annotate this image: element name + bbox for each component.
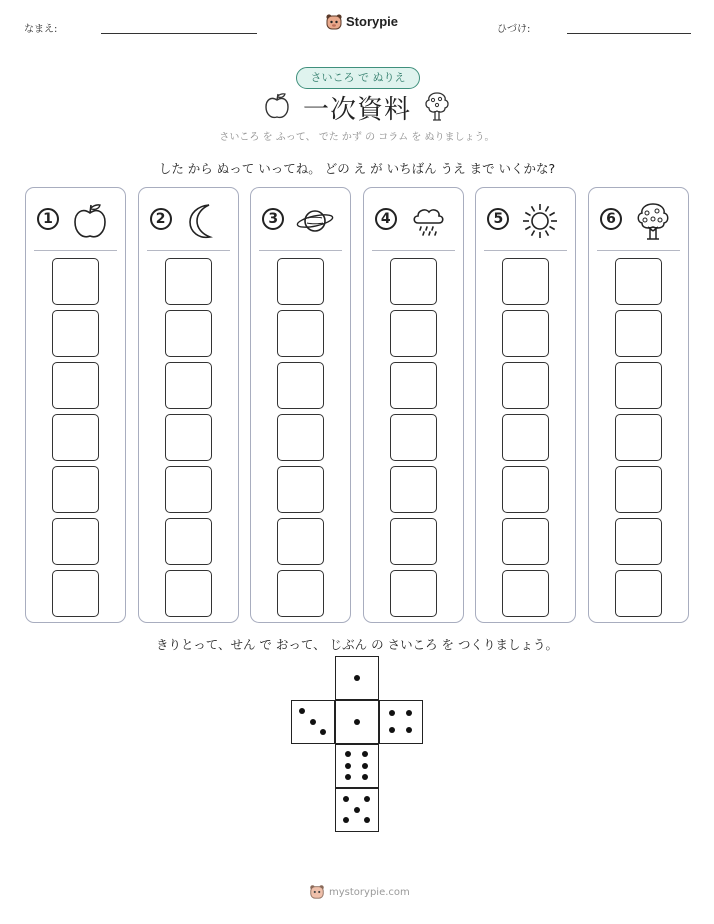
coloring-box[interactable] (390, 570, 437, 617)
die-pip (354, 807, 360, 813)
coloring-box[interactable] (502, 362, 549, 409)
die-pip (389, 710, 395, 716)
die-pip (345, 774, 351, 780)
coloring-box[interactable] (390, 258, 437, 305)
column-divider (484, 250, 567, 251)
column-number: 4 (375, 208, 397, 230)
coloring-box[interactable] (52, 258, 99, 305)
dice-column-1 (25, 187, 126, 623)
coloring-box[interactable] (165, 258, 212, 305)
coloring-box[interactable] (502, 258, 549, 305)
coloring-box[interactable] (52, 362, 99, 409)
coloring-box[interactable] (52, 466, 99, 513)
coloring-box[interactable] (277, 570, 324, 617)
mascot-logo-icon (325, 13, 343, 31)
planet-icon (295, 201, 335, 241)
die-pip (354, 719, 360, 725)
coloring-box[interactable] (165, 466, 212, 513)
column-divider (259, 250, 342, 251)
coloring-instruction: した から ぬって いってね。 どの え が いちばん うえ まで いくかな? (158, 161, 556, 176)
coloring-box[interactable] (52, 310, 99, 357)
column-number: 1 (37, 208, 59, 230)
die-face-4 (379, 700, 423, 744)
die-pip (354, 675, 360, 681)
coloring-box[interactable] (615, 414, 662, 461)
brand-name: Storypie (346, 14, 399, 29)
die-pip (364, 817, 370, 823)
dice-column-3 (250, 187, 351, 623)
apple-icon (70, 201, 110, 241)
die-pip (362, 751, 368, 757)
die-pip (362, 763, 368, 769)
coloring-box[interactable] (615, 258, 662, 305)
coloring-box[interactable] (615, 570, 662, 617)
coloring-box[interactable] (390, 414, 437, 461)
column-divider (34, 250, 117, 251)
die-pip (320, 729, 326, 735)
column-number: 6 (600, 208, 622, 230)
die-pip (406, 710, 412, 716)
coloring-box[interactable] (390, 310, 437, 357)
coloring-box[interactable] (277, 518, 324, 565)
coloring-box[interactable] (165, 310, 212, 357)
column-number: 2 (150, 208, 172, 230)
subtitle: さいころ を ふって、 でた かず の コラム を ぬりましょう。 (219, 132, 495, 143)
die-pip (299, 708, 305, 714)
date-field-line[interactable] (567, 33, 691, 34)
die-face-6 (335, 744, 379, 788)
coloring-box[interactable] (277, 414, 324, 461)
crescent-moon-icon (183, 201, 223, 241)
coloring-box[interactable] (52, 518, 99, 565)
coloring-box[interactable] (165, 518, 212, 565)
coloring-box[interactable] (502, 466, 549, 513)
apple-tree-icon (422, 90, 452, 122)
footer-url: mystorypie.com (329, 887, 410, 898)
coloring-box[interactable] (615, 518, 662, 565)
apple-icon (262, 91, 292, 121)
sun-icon (520, 201, 560, 241)
cut-instruction: きりとって、せん で おって、 じぶん の さいころ を つくりましょう。 (155, 637, 559, 652)
coloring-box[interactable] (165, 570, 212, 617)
column-number: 3 (262, 208, 284, 230)
footer (309, 884, 409, 904)
die-face-1 (335, 700, 379, 744)
coloring-box[interactable] (277, 466, 324, 513)
coloring-box[interactable] (502, 518, 549, 565)
die-pip (389, 727, 395, 733)
apple-tree-icon (633, 201, 673, 241)
mascot-footer-icon (309, 884, 325, 900)
die-pip (310, 719, 316, 725)
column-divider (372, 250, 455, 251)
die-pip (343, 817, 349, 823)
worksheet-badge: さいころ で ぬりえ (296, 67, 420, 89)
die-pip (364, 796, 370, 802)
coloring-box[interactable] (502, 570, 549, 617)
column-divider (597, 250, 680, 251)
dice-column-4 (363, 187, 464, 623)
coloring-box[interactable] (615, 362, 662, 409)
coloring-box[interactable] (502, 310, 549, 357)
die-pip (343, 796, 349, 802)
die-pip (406, 727, 412, 733)
coloring-box[interactable] (615, 310, 662, 357)
die-pip (362, 774, 368, 780)
die-pip (345, 751, 351, 757)
column-number: 5 (487, 208, 509, 230)
coloring-box[interactable] (277, 258, 324, 305)
rain-cloud-icon (408, 201, 448, 241)
die-pip (345, 763, 351, 769)
brand-logo (325, 13, 435, 33)
die-face-3 (291, 700, 335, 744)
coloring-box[interactable] (165, 414, 212, 461)
name-label: なまえ: (24, 24, 58, 35)
die-face-1 (335, 656, 379, 700)
coloring-box[interactable] (52, 414, 99, 461)
name-field-line[interactable] (101, 33, 257, 34)
page-title: 一次資料 (302, 95, 411, 125)
coloring-box[interactable] (277, 310, 324, 357)
coloring-box[interactable] (615, 466, 662, 513)
column-divider (147, 250, 230, 251)
coloring-box[interactable] (390, 518, 437, 565)
dice-column-5 (475, 187, 576, 623)
date-label: ひづけ: (497, 24, 531, 35)
dice-column-6 (588, 187, 689, 623)
die-face-5 (335, 788, 379, 832)
coloring-box[interactable] (390, 466, 437, 513)
dice-column-2 (138, 187, 239, 623)
coloring-box[interactable] (277, 362, 324, 409)
coloring-box[interactable] (502, 414, 549, 461)
coloring-box[interactable] (165, 362, 212, 409)
coloring-box[interactable] (390, 362, 437, 409)
coloring-box[interactable] (52, 570, 99, 617)
